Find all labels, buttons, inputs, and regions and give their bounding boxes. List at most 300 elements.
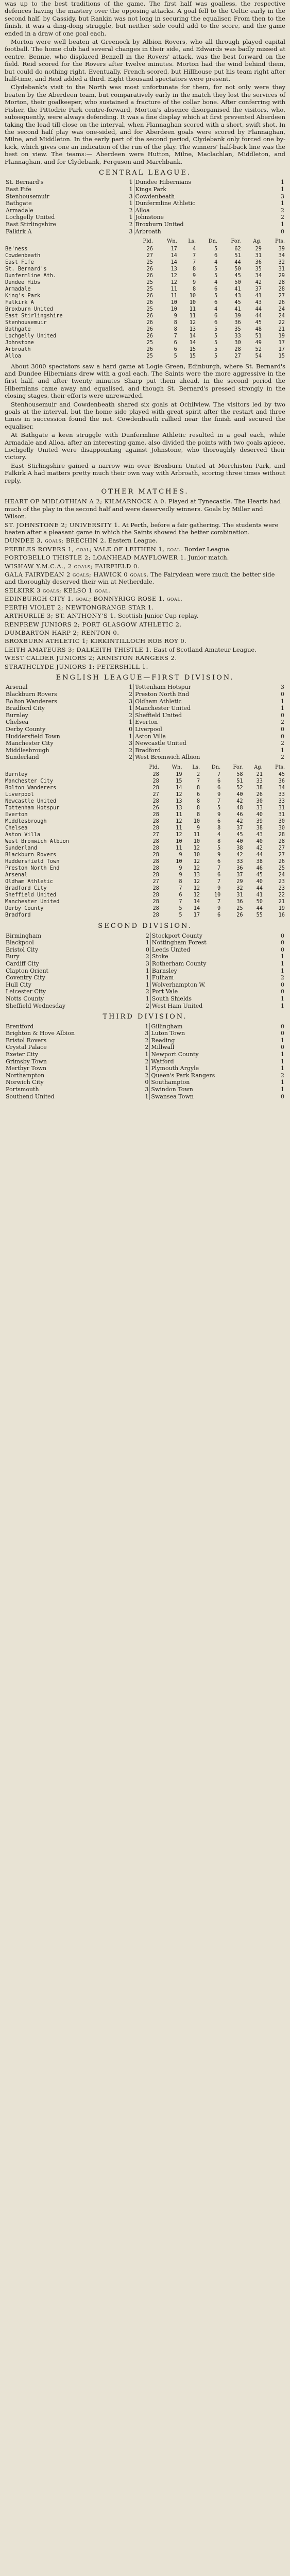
away-score: 0 [281, 1093, 284, 1100]
home-score: 2 [129, 711, 133, 719]
stat-f: 52 [236, 785, 243, 791]
report-paragraph: Clydebank's visit to the North was most unfortunate for them, for not only were they beaten by the Aberdeen team, but comparatively early in the match they lost the services of Morton, their goalkeeper, who sustained a fracture of the collar bone. After conferring with Fisher, the Pittodrie Park centre-forward, Morton's absence disorganised the visitors, who, subsequently, were always defending. It was a fine display which at first prevented Aberdeen taking the lead till close on the interval, when Flannaghan scored with a short, swift shot. In the second half play was one-sided, and for Aberdeen goals were scored by Flannaghan, Milne, and Middleton. In the early part of the second period, Clydebank only forced one by-kick, which gives one an indication of the run of the play. The winners' half-back line was the best on view. The teams:— Aberdeen were Hutton, Milne, Maclachlan, Middleton, and Flannaghan, and for Clydebank, Ferguson and Marchbank. [5, 83, 285, 165]
league-header-row [5, 764, 285, 771]
home-score: 1 [129, 733, 133, 740]
team-name: West Bromwich Albion [5, 838, 69, 845]
away-score: 0 [281, 690, 284, 698]
home-team: St. Bernard's [6, 179, 44, 186]
stat-l: 12 [189, 319, 196, 326]
match-result-line: WISHAW Y.M.C.A., 2 goals; FAIRFIELD 0. [5, 562, 140, 570]
team-name: Stenhousemuir [5, 319, 47, 326]
stat-w: 9 [174, 312, 177, 319]
stat-pts: 17 [278, 339, 285, 346]
other-match-item [5, 646, 285, 653]
stat-a: 38 [256, 858, 263, 865]
league-row [5, 878, 285, 885]
away-score: 0 [281, 932, 284, 939]
stat-a: 38 [256, 825, 263, 832]
stat-w: 7 [174, 332, 177, 339]
team-name: Everton [5, 811, 28, 818]
away-team: Newport County [150, 1051, 275, 1058]
stat-a: 49 [255, 339, 262, 346]
central-league-results [5, 179, 285, 235]
home-team: Blackpool [6, 939, 34, 946]
other-match-item [5, 587, 285, 594]
result-row [5, 200, 285, 207]
stat-f: 32 [236, 885, 243, 892]
home-team: Sunderland [6, 754, 39, 761]
column-header-a: Ag. [254, 764, 263, 770]
away-score: 1 [281, 960, 284, 968]
match-note: At Perth, before a fair gathering. The students were beaten after a pleasant game in which the Saints showed the better combination. [5, 521, 279, 536]
stat-l: 10 [189, 299, 196, 306]
stat-l: 11 [189, 306, 196, 312]
stat-pts: 23 [278, 885, 285, 892]
home-score: 2 [129, 207, 133, 214]
stat-l: 11 [189, 312, 196, 319]
stat-pld: 26 [152, 805, 159, 811]
stat-l: 11 [193, 832, 200, 838]
stat-a: 30 [256, 798, 263, 805]
home-score: 2 [145, 1044, 149, 1051]
stat-pts: 34 [278, 785, 285, 791]
home-score: 2 [145, 953, 149, 960]
stat-pts: 26 [278, 858, 285, 865]
league-row [5, 798, 285, 805]
match-result-line: LEITH AMATEURS 3; DALKEITH THISTLE 1. [5, 646, 152, 653]
stat-pld: 28 [152, 852, 159, 858]
result-row [5, 698, 285, 705]
stat-f: 37 [236, 825, 243, 832]
match-result-line: PERTH VIOLET 2; NEWTONGRANGE STAR 1. [5, 603, 154, 611]
team-name: Middlesbrough [5, 818, 47, 825]
stat-pts: 31 [278, 811, 285, 818]
match-note: Eastern League. [108, 537, 158, 545]
stat-pts: 28 [278, 838, 285, 845]
stat-a: 35 [255, 265, 262, 272]
stat-w: 9 [179, 865, 182, 872]
stat-d: 7 [217, 899, 221, 905]
team-name: Bradford [5, 912, 31, 919]
away-team: West Bromwich Albion [134, 754, 275, 761]
stat-pld: 25 [146, 352, 153, 359]
home-team: Bury [6, 953, 20, 960]
team-column-header [5, 238, 130, 245]
english-second-division-heading: SECOND DIVISION. [98, 922, 192, 930]
stat-pts: 36 [278, 778, 285, 785]
stat-pld: 25 [146, 306, 153, 312]
stat-d: 5 [214, 332, 218, 339]
stat-d: 5 [214, 326, 218, 332]
stat-d: 6 [217, 858, 221, 865]
stat-a: 45 [255, 319, 262, 326]
report-paragraph: Stenhousemuir and Cowdenbeath shared six goals at Ochilview. The visitors led by two goals at the interval, but the home side played with great spirit after the restart and three times in succession found the net. Cowdenbeath rallied near the finish and secured the equaliser. [5, 400, 285, 430]
result-row [5, 939, 285, 946]
column-header-w: Wn. [172, 764, 182, 770]
stat-w: 7 [179, 899, 182, 905]
stat-f: 45 [234, 272, 241, 279]
stat-w: 5 [179, 912, 182, 919]
home-score: 2 [129, 221, 133, 228]
home-score: 3 [145, 960, 149, 968]
stat-a: 42 [256, 845, 263, 852]
stat-pts: 45 [278, 771, 285, 778]
stat-a: 21 [256, 771, 263, 778]
stat-f: 39 [234, 312, 241, 319]
league-row [5, 279, 285, 286]
home-score: 2 [145, 1058, 149, 1065]
home-team: Falkirk A [6, 228, 32, 235]
stat-pld: 28 [152, 785, 159, 791]
away-score: 1 [281, 221, 284, 228]
away-score: 1 [281, 1002, 284, 1009]
stat-d: 9 [217, 885, 221, 892]
away-score: 0 [281, 1030, 284, 1037]
match-result-line: DUMBARTON HARP 2; RENTON 0. [5, 629, 120, 636]
away-score: 3 [281, 193, 284, 200]
result-row [5, 179, 285, 186]
result-row [5, 214, 285, 221]
league-row [5, 346, 285, 353]
stat-f: 26 [236, 912, 243, 919]
home-team: East Stirlingshire [6, 221, 57, 228]
stat-w: 12 [176, 818, 182, 825]
away-score: 3 [281, 684, 284, 691]
stat-d: 6 [214, 285, 218, 292]
team-name: Lochgelly United [5, 332, 57, 339]
english-third-division-results [5, 1023, 285, 1100]
away-team: Fulham [150, 974, 275, 981]
stat-f: 36 [236, 865, 243, 872]
team-name: Falkirk A [5, 299, 34, 306]
home-score: 2 [145, 1002, 149, 1009]
home-team: Bristol City [6, 946, 39, 953]
stat-f: 33 [234, 332, 241, 339]
stat-a: 40 [256, 838, 263, 845]
stat-pts: 22 [278, 892, 285, 899]
home-team: Manchester City [6, 740, 54, 747]
away-team: Dundee Hibernians [134, 179, 275, 186]
stat-w: 13 [176, 798, 182, 805]
result-row [5, 1058, 285, 1065]
away-score: 0 [281, 228, 284, 235]
team-name: Bradford City [5, 885, 47, 892]
stat-f: 30 [234, 339, 241, 346]
other-match-item [5, 604, 285, 611]
home-score: 1 [129, 200, 133, 207]
stat-pts: 21 [278, 899, 285, 905]
stat-pld: 26 [146, 319, 153, 326]
other-match-item [5, 663, 285, 670]
stat-w: 7 [179, 885, 182, 892]
stat-l: 8 [192, 265, 196, 272]
result-row [5, 988, 285, 995]
stat-d: 8 [217, 838, 221, 845]
result-row [5, 1023, 285, 1030]
stat-f: 36 [236, 899, 243, 905]
column-header-f: For. [231, 239, 241, 245]
stat-pld: 26 [146, 245, 153, 252]
stat-pld: 26 [146, 272, 153, 279]
stat-pld: 28 [152, 905, 159, 912]
stat-f: 36 [234, 319, 241, 326]
stat-l: 14 [189, 339, 196, 346]
stat-a: 31 [255, 252, 262, 259]
away-team: Aston Villa [134, 733, 275, 740]
home-team: Southend United [6, 1093, 55, 1100]
home-score: 1 [145, 1023, 149, 1030]
stat-d: 5 [217, 805, 221, 811]
home-score: 1 [145, 1051, 149, 1058]
stat-pts: 19 [278, 905, 285, 912]
home-score: 2 [145, 1037, 149, 1044]
result-row [5, 186, 285, 193]
stat-d: 10 [214, 892, 221, 899]
stat-pts: 24 [278, 872, 285, 878]
home-team: Portsmouth [6, 1086, 39, 1093]
stat-pts: 28 [278, 279, 285, 285]
stat-w: 11 [170, 292, 177, 299]
away-score: 1 [281, 967, 284, 974]
away-team: Everton [134, 719, 275, 726]
home-team: Clapton Orient [6, 967, 48, 974]
stat-w: 10 [170, 306, 177, 312]
league-header-row [5, 238, 285, 245]
away-team: South Shields [150, 995, 275, 1003]
stat-a: 44 [255, 306, 262, 312]
stat-pts: 27 [278, 852, 285, 858]
home-score: 2 [145, 932, 149, 939]
stat-w: 5 [174, 352, 177, 359]
home-score: 1 [129, 214, 133, 221]
stat-pts: 22 [278, 319, 285, 326]
match-result-line: STRATHCLYDE JUNIORS 1; PETERSHILL 1. [5, 663, 148, 670]
home-score: 3 [129, 698, 133, 705]
away-score: 0 [281, 981, 284, 988]
team-name: King's Park [5, 292, 41, 299]
stat-l: 7 [192, 252, 196, 259]
stat-a: 44 [256, 885, 263, 892]
away-team: Southampton [150, 1079, 275, 1086]
home-team: Chelsea [6, 719, 29, 726]
home-score: 1 [145, 939, 149, 946]
stat-l: 4 [192, 245, 196, 252]
stat-f: 45 [236, 832, 243, 838]
stat-l: 2 [196, 771, 200, 778]
league-row [5, 313, 285, 319]
home-team: Grimsby Town [6, 1058, 47, 1065]
stat-f: 35 [234, 326, 241, 332]
report-paragraph: At Bathgate a keen struggle with Dunfermline Athletic resulted in a goal each, while Armadale and Alloa, after an interesting game, also divided the points with two goals apiece. Lochgelly United were disappointing against Johnstone, who thoroughly deserved their victory. [5, 431, 285, 461]
league-row [5, 811, 285, 818]
stat-w: 9 [179, 852, 182, 858]
other-match-item [5, 621, 285, 628]
stat-a: 38 [256, 785, 263, 791]
result-row [5, 1051, 285, 1058]
stat-f: 40 [236, 838, 243, 845]
result-row [5, 705, 285, 712]
match-result-line: HEART OF MIDLOTHIAN A 2; KILMARNOCK A 0. [5, 498, 167, 505]
home-score: 1 [145, 974, 149, 981]
stat-a: 33 [256, 805, 263, 811]
away-team: Arbroath [134, 228, 275, 235]
home-score: 1 [129, 185, 133, 193]
column-header-pld: Pld. [143, 239, 153, 245]
stat-a: 26 [256, 791, 263, 798]
home-team: Exeter City [6, 1051, 38, 1058]
stat-w: 6 [174, 339, 177, 346]
stat-d: 7 [217, 771, 221, 778]
match-result-line: SELKIRK 3 goals; KELSO 1 goal. [5, 586, 111, 594]
team-name: St. Bernard's [5, 265, 47, 272]
stat-d: 7 [217, 878, 221, 885]
other-match-item [5, 629, 285, 636]
team-name: Blackburn Rovers [5, 852, 57, 858]
league-row [5, 246, 285, 252]
home-team: Northampton [6, 1072, 45, 1079]
match-note: Played at Tynecastle. The Hearts had much of the play in the second half and were deservedly winners. Goals by Miller and Wilson. [5, 498, 281, 520]
team-name: Dundee Hibs [5, 279, 41, 285]
home-score: 1 [145, 1065, 149, 1072]
stat-pld: 28 [152, 825, 159, 832]
league-row [5, 273, 285, 279]
stat-a: 44 [256, 905, 263, 912]
english-first-division-table [5, 764, 285, 919]
stat-f: 29 [236, 878, 243, 885]
away-score: 1 [281, 747, 284, 754]
stat-pts: 25 [278, 865, 285, 872]
team-name: Liverpool [5, 791, 34, 798]
match-result-line: ST. JOHNSTONE 2; UNIVERSITY 1. [5, 521, 121, 529]
stat-w: 13 [176, 805, 182, 811]
stat-w: 9 [179, 872, 182, 878]
stat-w: 10 [176, 858, 182, 865]
team-name: Bathgate [5, 326, 31, 332]
stat-pts: 16 [278, 912, 285, 919]
stat-f: 50 [234, 279, 241, 285]
home-score: 1 [145, 967, 149, 974]
stat-f: 37 [236, 872, 243, 878]
central-league-table [5, 238, 285, 359]
away-score: 2 [281, 719, 284, 726]
stat-w: 8 [174, 326, 177, 332]
team-name: Oldham Athletic [5, 878, 53, 885]
team-name: Sunderland [5, 845, 37, 852]
other-matches-list [5, 498, 285, 670]
match-note: Scottish Junior Cup replay. [118, 612, 199, 620]
stat-f: 41 [234, 306, 241, 312]
match-result-line: EDINBURGH CITY 1, goal; BONNYRIGG ROSE 1, goal. [5, 595, 183, 603]
stat-a: 54 [255, 352, 262, 359]
league-row [5, 340, 285, 346]
stat-pts: 19 [278, 332, 285, 339]
report-paragraph: Morton were well beaten at Greenock by Albion Rovers, who all through played capital football. The home club had several changes in their side, and Edwards was badly missed at centre. Bennie, who displaced Benzell in the Rovers' attack, was the best forward on the field. Reid scored for the Rovers after twelve minutes. Morton had the wind behind them, but could do nothing right. Eventually, French scored, but Hillhouse put his team right after half-time, and Reid added a third. Eight thousand spectators were present. [5, 38, 285, 83]
home-team: Burnley [6, 711, 28, 719]
stat-l: 14 [193, 899, 200, 905]
match-result-line: PEEBLES ROVERS 1, goal; VALE OF LEITHEN 1, goal. [5, 545, 182, 553]
team-name: Burnley [5, 771, 28, 778]
stat-pld: 26 [146, 346, 153, 352]
away-team: Barnsley [150, 968, 275, 975]
team-name: Arsenal [5, 872, 28, 878]
away-score: 0 [281, 988, 284, 995]
away-team: Luton Town [150, 1030, 275, 1037]
team-column-header [5, 764, 137, 771]
result-row [5, 995, 285, 1003]
team-name: Broxburn United [5, 306, 53, 312]
match-result-line: BROXBURN ATHLETIC 1; KIRKINTILLOCH ROB ROY 0. [5, 637, 187, 645]
stat-w: 11 [176, 825, 182, 832]
team-name: Alloa [5, 352, 21, 359]
stat-pld: 27 [152, 832, 159, 838]
result-row [5, 968, 285, 975]
stat-pts: 24 [278, 306, 285, 312]
stat-w: 12 [170, 272, 177, 279]
stat-l: 15 [189, 352, 196, 359]
stat-l: 8 [192, 285, 196, 292]
stat-pld: 27 [152, 878, 159, 885]
stat-f: 46 [236, 811, 243, 818]
stat-pld: 28 [152, 798, 159, 805]
stat-l: 8 [196, 785, 200, 791]
home-score: 3 [145, 1086, 149, 1093]
stat-a: 40 [256, 878, 263, 885]
away-team: Liverpool [134, 726, 275, 733]
league-row [5, 778, 285, 785]
result-row [5, 691, 285, 698]
home-team: Middlesbrough [6, 747, 49, 754]
result-row [5, 1003, 285, 1010]
result-row [5, 1072, 285, 1079]
other-match-item [5, 595, 285, 602]
stat-d: 9 [217, 905, 221, 912]
stat-a: 43 [256, 832, 263, 838]
stat-w: 12 [176, 791, 182, 798]
away-team: Millwall [150, 1044, 275, 1051]
stat-f: 25 [236, 905, 243, 912]
stat-pts: 30 [278, 825, 285, 832]
team-name: East Fife [5, 259, 34, 265]
stat-f: 62 [234, 245, 241, 252]
league-row [5, 252, 285, 259]
stat-pts: 33 [278, 791, 285, 798]
stat-d: 5 [214, 339, 218, 346]
result-row [5, 981, 285, 989]
stat-f: 28 [234, 346, 241, 352]
league-row [5, 845, 285, 852]
result-row [5, 726, 285, 733]
away-score: 0 [281, 711, 284, 719]
stat-pld: 28 [152, 811, 159, 818]
league-row [5, 266, 285, 273]
result-row [5, 1037, 285, 1044]
stat-d: 8 [217, 825, 221, 832]
stat-d: 4 [214, 279, 218, 285]
stat-w: 11 [170, 285, 177, 292]
stat-pld: 27 [146, 252, 153, 259]
team-name: East Stirlingshire [5, 312, 63, 319]
stat-w: 15 [176, 778, 182, 785]
stat-w: 6 [174, 346, 177, 352]
result-row [5, 1065, 285, 1072]
away-score: 2 [281, 754, 284, 761]
match-result-line: PORTOBELLO THISTLE 2; LOANHEAD MAYFLOWER 1. [5, 554, 186, 562]
league-row [5, 299, 285, 306]
stat-f: 58 [236, 771, 243, 778]
column-header-w: Wn. [166, 239, 177, 245]
stat-pts: 23 [278, 878, 285, 885]
league-row [5, 885, 285, 892]
